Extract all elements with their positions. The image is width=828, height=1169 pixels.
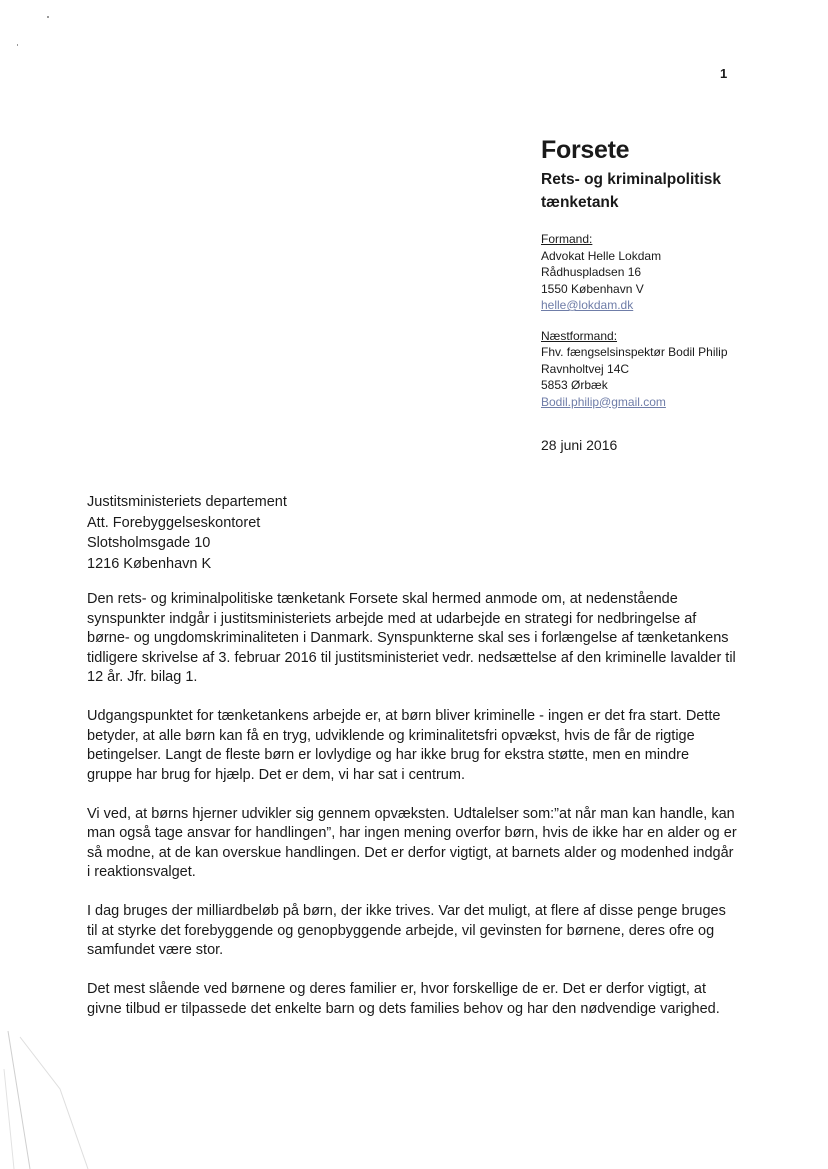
- org-subtitle: [541, 168, 811, 214]
- scan-speck: [17, 44, 18, 46]
- chair-name: Advokat Helle Lokdam: [541, 248, 662, 263]
- body-paragraph: Udgangspunktet for tænketankens arbejde er, at børn bliver kriminelle - ingen er det fra start. Dette betyder, at alle børn kan få en tryg, udviklende og kriminalitetsfri opvækst, hvis de får de rigtige betingelser. Langt de fleste børn er lovlydige og har ikke brug for ekstra støtte, men en mindre gruppe har brug for hjælp. Det er dem, vi har sat i centrum.: [87, 708, 721, 783]
- org-subtitle-line: Rets- og kriminalpolitisk: [541, 171, 722, 188]
- org-name: Forsete: [541, 136, 630, 164]
- chair-email-link[interactable]: helle@lokdam.dk: [541, 298, 634, 312]
- chair-city: 1550 København V: [541, 281, 644, 296]
- body-paragraph: Det mest slående ved børnene og deres familier er, hvor forskellige de er. Det er derfor vigtigt, at givne tilbud er tilpassede det enkelte barn og dets families behov og har den nødvendige varighed.: [87, 981, 720, 1017]
- body-paragraph: Vi ved, at børns hjerner udvikler sig gennem opvæksten. Udtalelser som:”at når man kan handle, kan man også tage ansvar for handlingen”, har ingen mening overfor børn, hvis de ikke har en alder og er så modne, at de kan overskue handlingen. Det er derfor vigtigt, at barnets alder og modenhed indgår i reaktionsvalget.: [87, 805, 737, 880]
- page-number: 1: [720, 66, 728, 81]
- chair-contact: [541, 231, 811, 314]
- recipient-line: 1216 København K: [87, 555, 212, 572]
- vice-chair-label: Næstformand:: [541, 328, 618, 343]
- letter-body: [87, 590, 737, 1039]
- vice-chair-email-link[interactable]: Bodil.philip@gmail.com: [541, 394, 666, 409]
- org-subtitle-line: tænketank: [541, 194, 619, 211]
- body-paragraph: I dag bruges der milliardbeløb på børn, der ikke trives. Var det muligt, at flere af disse penge bruges til at styrke det forebyggende og genopbyggende arbejde, vil gevinsten for børnene, deres ofre og samfundet være stor.: [87, 903, 726, 958]
- letter-date: 28 juni 2016: [541, 437, 618, 453]
- recipient-address: [87, 492, 287, 574]
- vice-chair-name: Fhv. fængselsinspektør Bodil Philip: [541, 345, 728, 359]
- recipient-line: Att. Forebyggelseskontoret: [87, 514, 261, 531]
- vice-chair-street: Ravnholtvej 14C: [541, 361, 630, 376]
- vice-chair-city: 5853 Ørbæk: [541, 378, 608, 392]
- chair-street: Rådhuspladsen 16: [541, 265, 642, 279]
- scan-speck: [47, 16, 49, 18]
- recipient-line: Slotsholmsgade 10: [87, 535, 211, 551]
- chair-label: Formand:: [541, 232, 593, 246]
- body-paragraph: Den rets- og kriminalpolitiske tænketank Forsete skal hermed anmode om, at nedenstående synspunkter indgår i justitsministeriets arbejde med at udarbejde en strategi for nedbringelse af børne- og ungdomskriminaliteten i Danmark. Synspunkterne skal ses i forlængelse af tænketankens tidligere skrivelse af 3. februar 2016 til justitsministeriet vedr. nedsættelse af den kriminelle lavalder til 12 år. Jfr. bilag 1.: [87, 591, 736, 685]
- recipient-line: Justitsministeriets departement: [87, 494, 287, 510]
- vice-chair-contact: [541, 328, 811, 411]
- letterhead: [541, 134, 811, 453]
- scan-edge-lines: [0, 1029, 90, 1169]
